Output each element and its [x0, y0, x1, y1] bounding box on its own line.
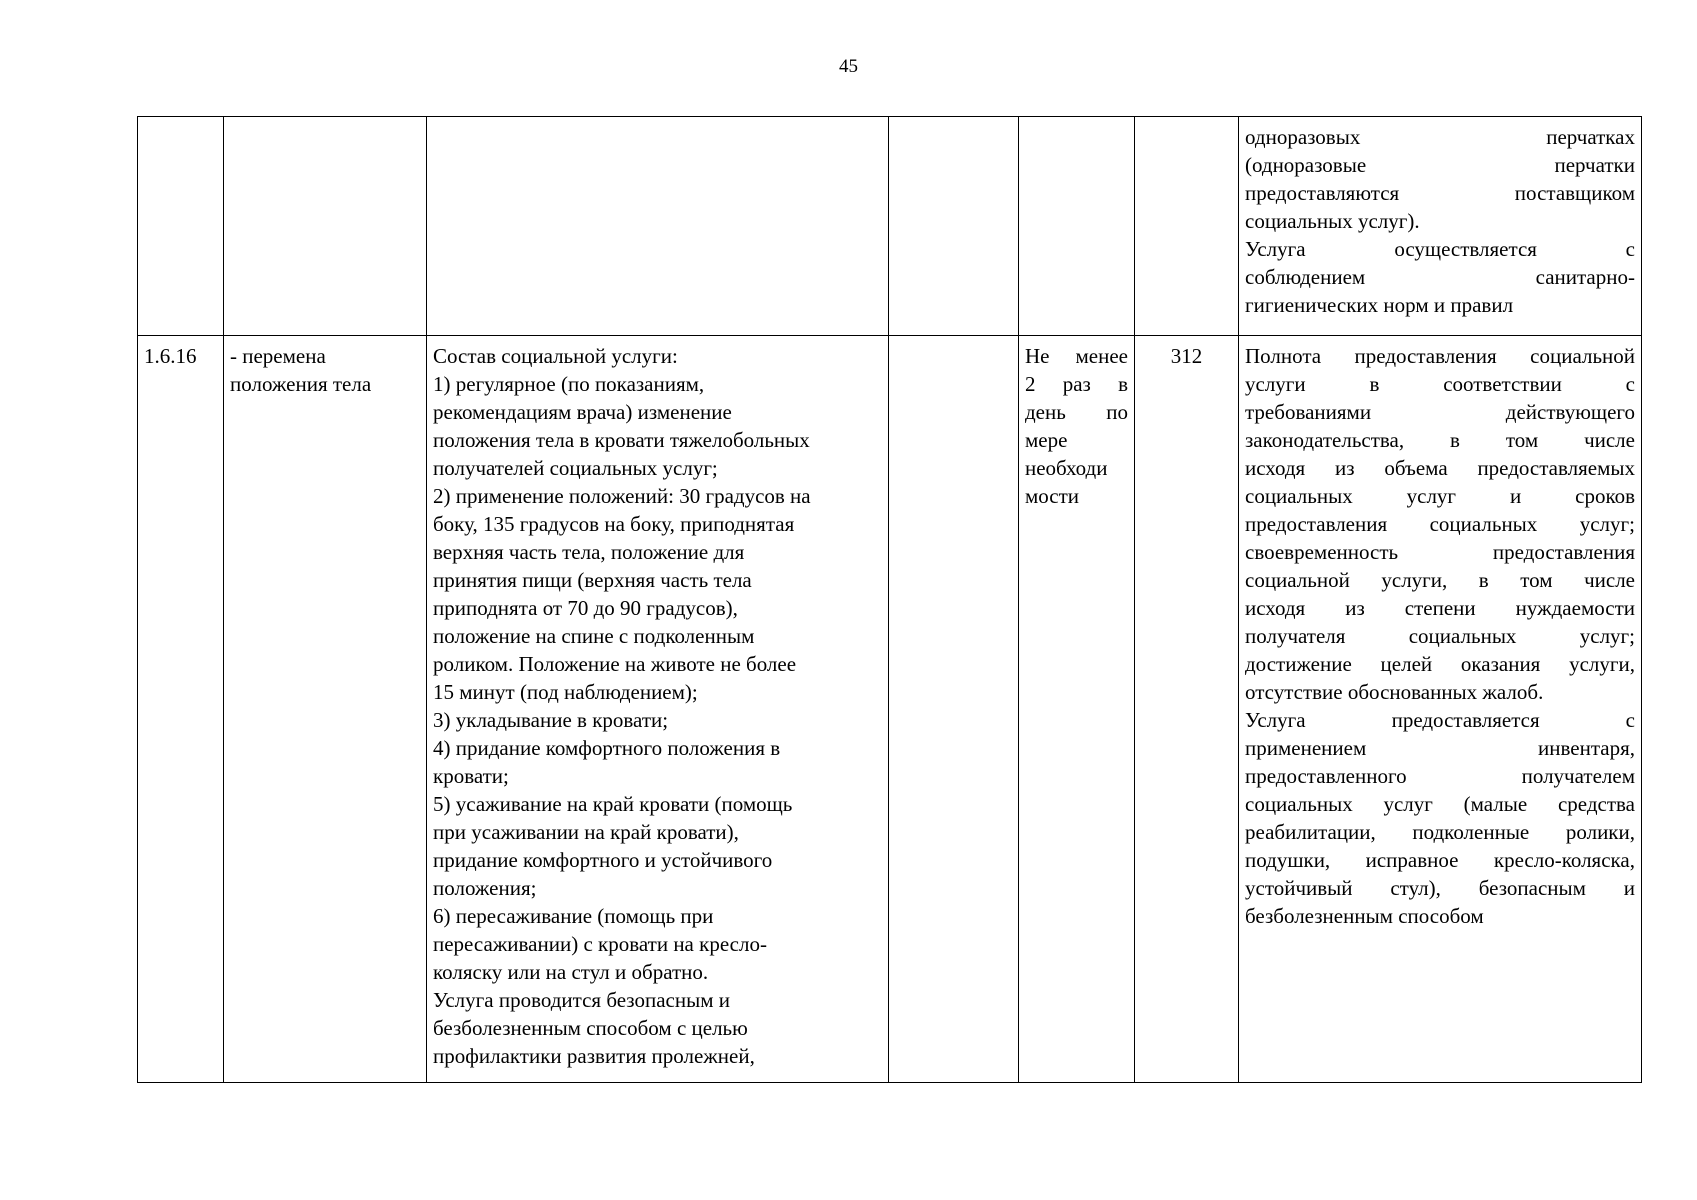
content-line: Состав социальной услуги:: [433, 344, 678, 368]
content-line: 1) регулярное (по показаниям,: [433, 372, 705, 396]
content-line: Услуга проводится безопасным и: [433, 988, 730, 1012]
cell-frequency: [1019, 336, 1135, 1083]
service-value: 312: [1170, 344, 1203, 368]
requirements-line: предоставляются поставщиком: [1245, 181, 1635, 205]
requirements-line: своевременность предоставления: [1245, 540, 1635, 564]
frequency-line: Не менее: [1025, 344, 1128, 368]
requirements-line: соблюдением санитарно-: [1245, 265, 1635, 289]
cell-value: [1135, 117, 1239, 336]
content-line: роликом. Положение на животе не более: [433, 652, 797, 676]
content-line: приподнята от 70 до 90 градусов),: [433, 596, 738, 620]
content-line: пересаживании) с кровати на кресло-: [433, 932, 767, 956]
cell-empty: [889, 336, 1019, 1083]
requirements-line: получателя социальных услуг;: [1245, 624, 1635, 648]
content-line: положение на спине с подколенным: [433, 624, 755, 648]
requirements-line: предоставления социальных услуг;: [1245, 512, 1635, 536]
content-line: коляску или на стул и обратно.: [433, 960, 709, 984]
content-line: верхняя часть тела, положение для: [433, 540, 745, 564]
requirements-line: реабилитации, подколенные ролики,: [1245, 820, 1635, 844]
cell-name: [224, 336, 427, 1083]
content-line: безболезненным способом с целью: [433, 1016, 748, 1040]
content-line: 3) укладывание в кровати;: [433, 708, 669, 732]
requirements-line: исходя из объема предоставляемых: [1245, 456, 1635, 480]
content-line: 5) усаживание на край кровати (помощь: [433, 792, 793, 816]
content-line: 4) придание комфортного положения в: [433, 736, 781, 760]
requirements-line: Полнота предоставления социальной: [1245, 344, 1635, 368]
cell-content: [427, 117, 889, 336]
requirements-line: отсутствие обоснованных жалоб.: [1245, 680, 1544, 704]
frequency-line: необходи: [1025, 456, 1108, 480]
content-line: 6) пересаживание (помощь при: [433, 904, 714, 928]
cell-number: [138, 336, 224, 1083]
requirements-line: (одноразовые перчатки: [1245, 153, 1635, 177]
service-name-line: положения тела: [230, 372, 372, 396]
requirements-line: подушки, исправное кресло-коляска,: [1245, 848, 1635, 872]
content-line: профилактики развития пролежней,: [433, 1044, 755, 1068]
service-number: 1.6.16: [144, 344, 197, 368]
content-line: 2) применение положений: 30 градусов на: [433, 484, 811, 508]
cell-content: [427, 336, 889, 1083]
content-line: при усаживании на край кровати),: [433, 820, 739, 844]
content-line: положения;: [433, 876, 537, 900]
cell-empty: [889, 117, 1019, 336]
requirements-line: применением инвентаря,: [1245, 736, 1635, 760]
content-line: 15 минут (под наблюдением);: [433, 680, 698, 704]
content-line: положения тела в кровати тяжелобольных: [433, 428, 810, 452]
content-line: придание комфортного и устойчивого: [433, 848, 773, 872]
requirements-line: безболезненным способом: [1245, 904, 1484, 928]
requirements-line: одноразовых перчатках: [1245, 125, 1635, 149]
requirements-line: предоставленного получателем: [1245, 764, 1635, 788]
frequency-line: день по: [1025, 400, 1128, 424]
requirements-line: социальных услуг (малые средства: [1245, 792, 1635, 816]
content-line: получателей социальных услуг;: [433, 456, 718, 480]
requirements-line: законодательства, в том числе: [1245, 428, 1635, 452]
requirements-line: социальных услуг и сроков: [1245, 484, 1635, 508]
cell-frequency: [1019, 117, 1135, 336]
cell-number: [138, 117, 224, 336]
requirements-line: устойчивый стул), безопасным и: [1245, 876, 1635, 900]
page-number: 45: [839, 56, 858, 77]
frequency-line: мости: [1025, 484, 1080, 508]
requirements-line: социальной услуги, в том числе: [1245, 568, 1635, 592]
requirements-line: Услуга предоставляется с: [1245, 708, 1635, 732]
requirements-line: достижение целей оказания услуги,: [1245, 652, 1635, 676]
cell-value: [1135, 336, 1239, 1083]
content-line: боку, 135 градусов на боку, приподнятая: [433, 512, 795, 536]
requirements-line: исходя из степени нуждаемости: [1245, 596, 1635, 620]
service-name-line: - перемена: [230, 344, 326, 368]
cell-requirements: [1239, 117, 1642, 336]
cell-requirements: [1239, 336, 1642, 1083]
content-line: кровати;: [433, 764, 509, 788]
requirements-line: гигиенических норм и правил: [1245, 293, 1514, 317]
requirements-line: Услуга осуществляется с: [1245, 237, 1635, 261]
table-row-continuation: [138, 117, 1642, 336]
frequency-line: 2 раз в: [1025, 372, 1128, 396]
requirements-line: требованиями действующего: [1245, 400, 1635, 424]
content-line: принятия пищи (верхняя часть тела: [433, 568, 752, 592]
requirements-line: социальных услуг).: [1245, 209, 1420, 233]
table-row-1-6-16: [138, 336, 1642, 1083]
frequency-line: мере: [1025, 428, 1068, 452]
requirements-line: услуги в соответствии с: [1245, 372, 1635, 396]
content-line: рекомендациям врача) изменение: [433, 400, 732, 424]
services-table: [137, 116, 1642, 1083]
cell-name: [224, 117, 427, 336]
